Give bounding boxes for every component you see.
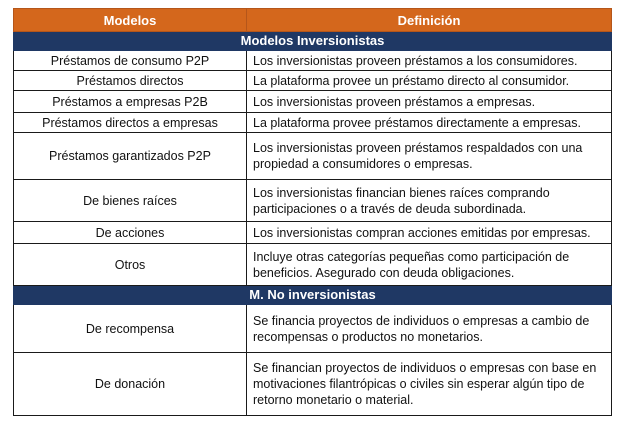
- table-row: [14, 133, 612, 180]
- definition-cell: Se financian proyectos de individuos o empresas con base en motivaciones filantrópicas o civiles sin esperar algún tipo de retorno monetario o material.: [247, 353, 612, 416]
- definition-cell: La plataforma provee préstamos directamente a empresas.: [247, 113, 612, 133]
- model-cell: Préstamos directos: [14, 71, 247, 91]
- model-cell: De bienes raíces: [14, 180, 247, 222]
- model-cell: De recompensa: [14, 305, 247, 353]
- model-cell: Préstamos directos a empresas: [14, 113, 247, 133]
- table-row: [14, 222, 612, 244]
- table-row: [14, 71, 612, 91]
- section-row: [14, 32, 612, 51]
- table-row: [14, 91, 612, 113]
- table-row: [14, 244, 612, 286]
- definition-cell: Los inversionistas compran acciones emitidas por empresas.: [247, 222, 612, 244]
- table-row: [14, 305, 612, 353]
- model-cell: Préstamos a empresas P2B: [14, 91, 247, 113]
- model-cell: Préstamos garantizados P2P: [14, 133, 247, 180]
- section-title: M. No inversionistas: [14, 286, 612, 305]
- table-row: [14, 113, 612, 133]
- model-cell: De acciones: [14, 222, 247, 244]
- definition-cell: Incluye otras categorías pequeñas como participación de beneficios. Asegurado con deuda obligaciones.: [247, 244, 612, 286]
- table-row: [14, 51, 612, 71]
- model-cell: Otros: [14, 244, 247, 286]
- model-cell: Préstamos de consumo P2P: [14, 51, 247, 71]
- definition-cell: Los inversionistas financian bienes raíces comprando participaciones o a través de deuda subordinada.: [247, 180, 612, 222]
- definition-cell: Los inversionistas proveen préstamos a empresas.: [247, 91, 612, 113]
- definition-cell: Los inversionistas proveen préstamos respaldados con una propiedad a consumidores o empresas.: [247, 133, 612, 180]
- table-row: [14, 180, 612, 222]
- model-cell: De donación: [14, 353, 247, 416]
- definition-cell: Los inversionistas proveen préstamos a los consumidores.: [247, 51, 612, 71]
- section-title: Modelos Inversionistas: [14, 32, 612, 51]
- table-row: [14, 353, 612, 416]
- header-models: Modelos: [14, 9, 247, 32]
- section-row: [14, 286, 612, 305]
- header-definition: Definición: [247, 9, 612, 32]
- definition-cell: La plataforma provee un préstamo directo al consumidor.: [247, 71, 612, 91]
- definition-cell: Se financia proyectos de individuos o empresas a cambio de recompensas o productos no monetarios.: [247, 305, 612, 353]
- models-table: [13, 8, 612, 416]
- header-row: [14, 9, 612, 32]
